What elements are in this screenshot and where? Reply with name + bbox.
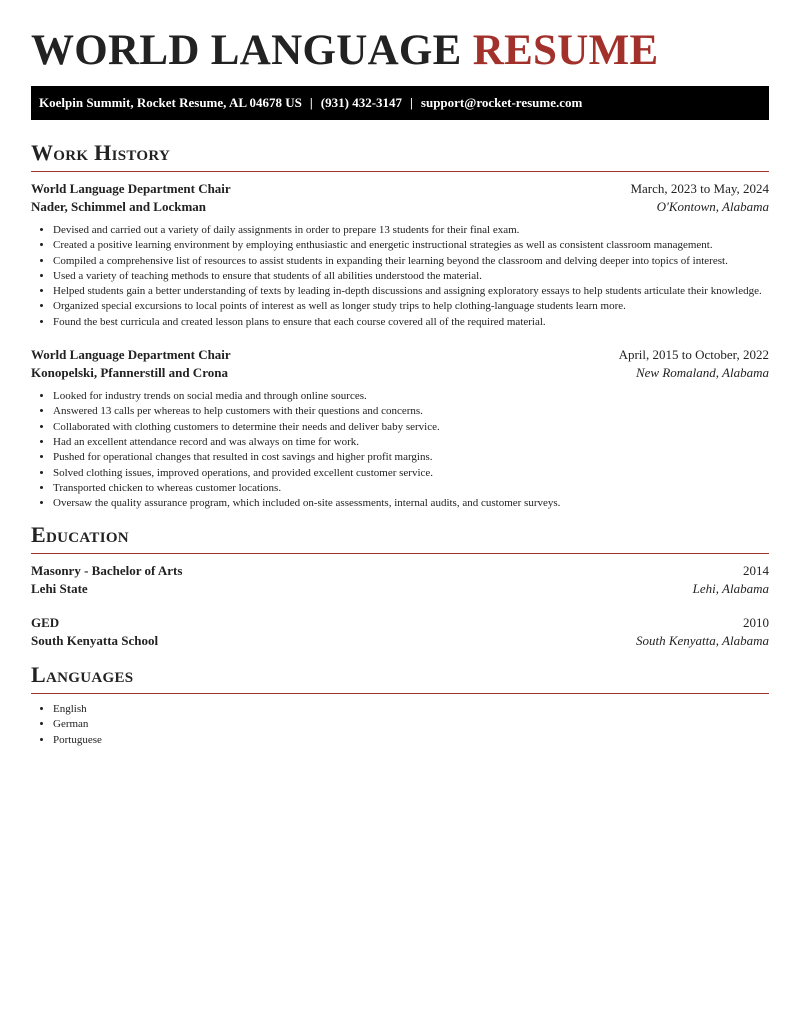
education-degree: GED [31,615,60,630]
education-school: Lehi State [31,581,88,596]
education-location: Lehi, Alabama [692,581,769,596]
list-item: • Transported chicken to whereas customer locations. [53,481,769,496]
job-entry [31,346,769,511]
list-item: • Solved clothing issues, improved operations, and provided excellent customer service. [53,466,769,481]
work-history-heading: Work History [31,140,769,172]
list-item: • Pushed for operational changes that resulted in cost savings and higher profit margins. [53,450,769,465]
education-year: 2010 [743,615,769,630]
education-school-row [31,580,769,598]
job-company: Nader, Schimmel and Lockman [31,199,207,214]
job-header-row [31,180,769,198]
list-item: • Portuguese [53,733,769,748]
education-entry [31,614,769,650]
education-degree: Masonry - Bachelor of Arts [31,563,183,578]
job-bullets [31,389,769,511]
job-company: Konopelski, Pfannerstill and Crona [31,365,228,381]
job-company-row [31,364,769,382]
education-header-row [31,614,769,632]
education-location: South Kenyatta, Alabama [635,633,769,648]
education-year: 2014 [743,563,769,578]
title-main: WORLD LANGUAGE [31,27,462,74]
list-item: • Collaborated with clothing customers to determine their needs and deliver baby service. [53,420,769,435]
list-item: • Had an excellent attendance record and was always on time for work. [53,435,769,450]
job-dates: March, 2023 to May, 2024 [630,181,769,196]
contact-bar [31,86,769,120]
education-heading: Education [31,522,769,554]
education-school: South Kenyatta School [31,633,159,648]
languages-section [31,662,769,748]
list-item: • Helped students gain a better understanding of texts by leading in-depth discussions and assigning exploratory essays to help students articulate their knowledge. [53,284,769,299]
languages-list [31,702,769,748]
job-bullets [31,223,769,330]
job-company-row [31,198,769,216]
list-item: • Looked for industry trends on social media and through online sources. [53,389,769,404]
job-entry [31,180,769,330]
job-title: World Language Department Chair [31,347,231,363]
list-item: • German [53,717,769,732]
job-location: O'Kontown, Alabama [656,199,769,214]
list-item: • Organized special excursions to local points of interest as well as longer study trips to help clothing-language students learn more. [53,299,769,314]
list-item: • Devised and carried out a variety of daily assignments in order to prepare 13 students for their final exam. [53,223,769,238]
list-item: • Answered 13 calls per whereas to help customers with their questions and concerns. [53,404,769,419]
list-item: • Used a variety of teaching methods to ensure that students of all abilities understood the material. [53,269,769,284]
job-dates: April, 2015 to October, 2022 [618,347,769,363]
list-item: • Oversaw the quality assurance program, which included on-site assessments, internal audits, and customer surveys. [53,496,769,511]
list-item: • Compiled a comprehensive list of resources to assist students in expanding their learning beyond the classroom and delving deeper into topics of interest. [53,254,769,269]
contact-separator: | [410,95,413,110]
education-school-row [31,632,769,650]
resume-title [31,28,659,74]
languages-heading: Languages [31,662,769,694]
education-section [31,522,769,650]
list-item: • Created a positive learning environment by employing enthusiastic and energetic instructional strategies as well as consistent classroom management. [53,238,769,253]
contact-address: Koelpin Summit, Rocket Resume, AL 04678 US [39,95,302,110]
education-header-row [31,562,769,580]
job-title: World Language Department Chair [31,181,231,196]
contact-phone[interactable]: (931) 432-3147 [320,95,403,110]
job-location: New Romaland, Alabama [635,365,769,381]
contact-separator: | [309,95,313,110]
education-entry [31,562,769,598]
list-item: • Found the best curricula and created lesson plans to ensure that each course covered all of the required material. [53,315,769,330]
job-header-row [31,346,769,364]
title-accent: RESUME [472,27,659,74]
contact-email[interactable]: support@rocket-resume.com [420,95,583,110]
list-item: • English [53,702,769,717]
work-history-section [31,140,769,511]
